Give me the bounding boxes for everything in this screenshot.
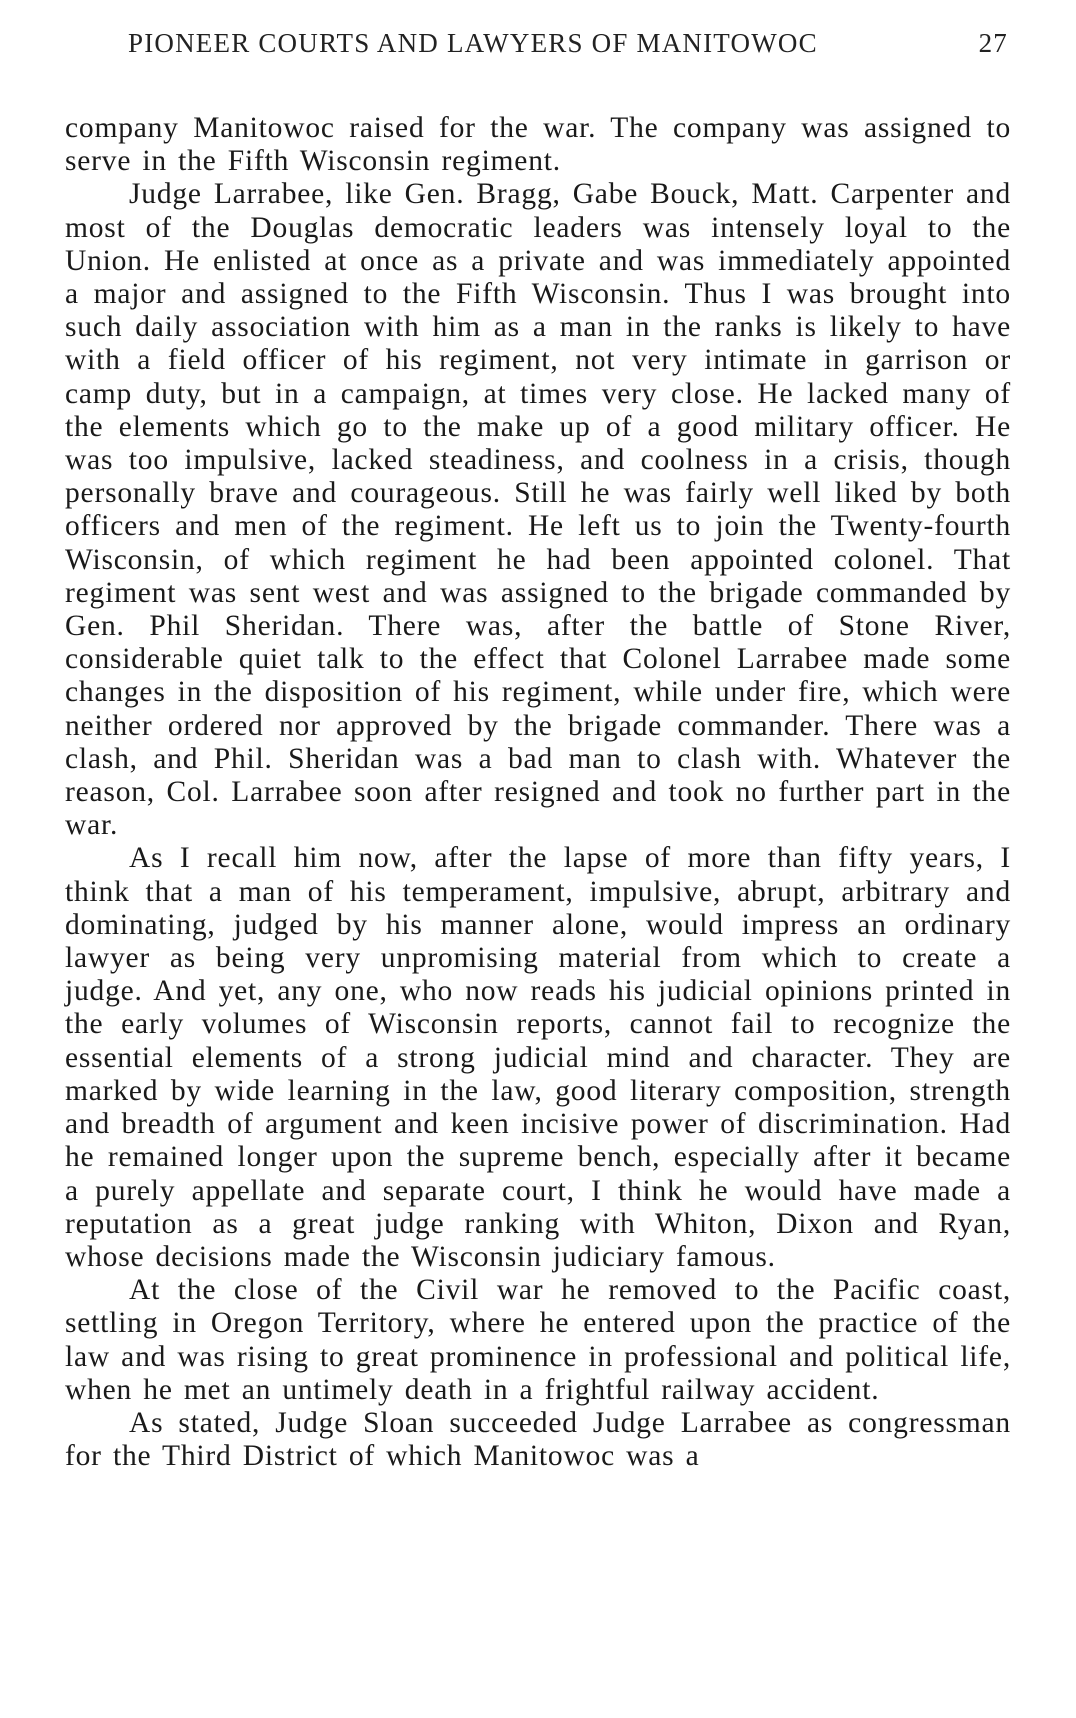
paragraph-continued: company Manitowoc raised for the war. The company was assigned to serve in the Fifth Wisconsin regiment.	[65, 112, 1011, 178]
paragraph-larrabee-military: Judge Larrabee, like Gen. Bragg, Gabe Bouck, Matt. Carpenter and most of the Douglas democratic leaders was intensely loyal to the Union. He enlisted at once as a private and was immediately appointed a major and assigned to the Fifth Wisconsin. Thus I was brought into such daily association with him as a man in the ranks is likely to have with a field officer of his regiment, not very intimate in garrison or camp duty, but in a campaign, at times very close. He lacked many of the elements which go to the make up of a good military officer. He was too impulsive, lacked steadiness, and coolness in a crisis, though personally brave and courageous. Still he was fairly well liked by both officers and men of the regiment. He left us to join the Twenty-fourth Wisconsin, of which regiment he had been appointed colonel. That regiment was sent west and was assigned to the brigade commanded by Gen. Phil Sheridan. There was, after the battle of Stone River, considerable quiet talk to the effect that Colonel Larrabee made some changes in the disposition of his regiment, while under fire, which were neither ordered nor approved by the brigade commander. There was a clash, and Phil. Sheridan was a bad man to clash with. Whatever the reason, Col. Larrabee soon after resigned and took no further part in the war.	[65, 178, 1011, 842]
body-text	[65, 112, 1011, 1473]
running-header	[128, 28, 1008, 59]
running-title: PIONEER COURTS AND LAWYERS OF MANITOWOC	[128, 28, 818, 58]
paragraph-larrabee-judicial: As I recall him now, after the lapse of more than fifty years, I think that a man of his temperament, impulsive, abrupt, arbitrary and dominating, judged by his manner alone, would impress an ordinary lawyer as being very unpromising material from which to create a judge. And yet, any one, who now reads his judicial opinions printed in the early volumes of Wisconsin reports, cannot fail to recognize the essential elements of a strong judicial mind and character. They are marked by wide learning in the law, good literary composition, strength and breadth of argument and keen incisive power of discrimination. Had he remained longer upon the supreme bench, especially after it became a purely appellate and separate court, I think he would have made a reputation as a great judge ranking with Whiton, Dixon and Ryan, whose decisions made the Wisconsin judiciary famous.	[65, 842, 1011, 1273]
paragraph-sloan: As stated, Judge Sloan succeeded Judge Larrabee as congressman for the Third District of which Manitowoc was a	[65, 1406, 1011, 1473]
paragraph-larrabee-oregon: At the close of the Civil war he removed to the Pacific coast, settling in Oregon Territory, where he entered upon the practice of the law and was rising to great prominence in professional and political life, when he met an untimely death in a frightful railway accident.	[65, 1274, 1011, 1406]
page-number: 27	[978, 28, 1008, 58]
